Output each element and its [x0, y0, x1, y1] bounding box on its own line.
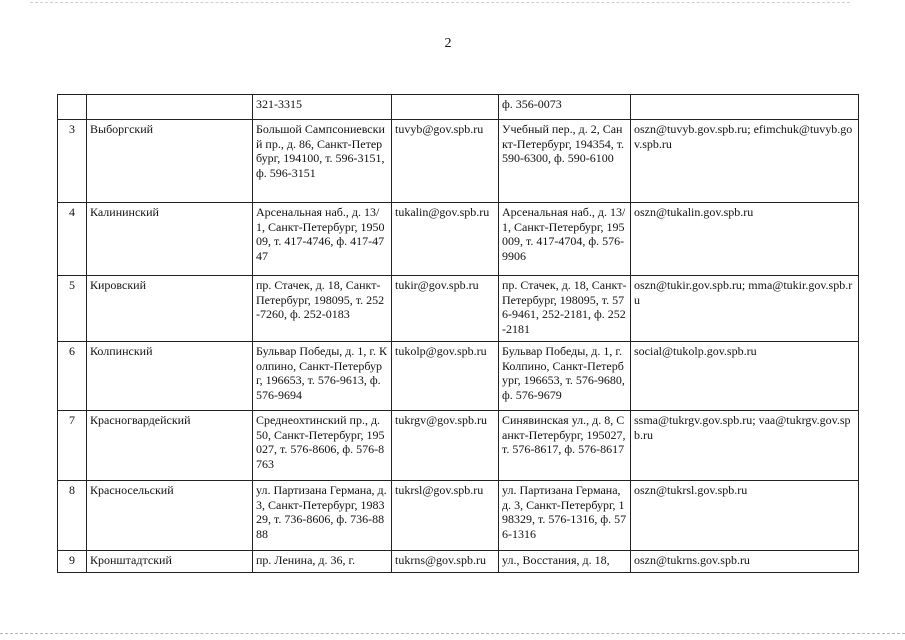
office-address: Большой Сампсониевский пр., д. 86, Санкт-Петербург, 194100, т. 596-3151, ф. 596-3151	[253, 120, 392, 203]
social-dept-address: пр. Стачек, д. 18, Санкт-Петербург, 198095, т. 576-9461, 252-2181, ф. 252-2181	[499, 276, 631, 342]
row-number: 9	[58, 551, 87, 573]
table-row	[58, 342, 859, 411]
row-number: 6	[58, 342, 87, 411]
district-name: Кировский	[87, 276, 253, 342]
office-email: tukrsl@gov.spb.ru	[392, 481, 499, 551]
social-dept-address: ул., Восстания, д. 18,	[499, 551, 631, 573]
social-dept-address: Бульвар Победы, д. 1, г. Колпино, Санкт-Петербург, 196653, т. 576-9680, ф. 576-9679	[499, 342, 631, 411]
page-number: 2	[444, 36, 452, 51]
social-dept-emails: oszn@tuvyb.gov.spb.ru; efimchuk@tuvyb.gov.spb.ru	[631, 120, 859, 203]
row-number: 3	[58, 120, 87, 203]
office-email: tuvyb@gov.spb.ru	[392, 120, 499, 203]
table-row	[58, 276, 859, 342]
office-address: пр. Стачек, д. 18, Санкт-Петербург, 198095, т. 252-7260, ф. 252-0183	[253, 276, 392, 342]
social-dept-emails: ssma@tukrgv.gov.spb.ru; vaa@tukrgv.gov.spb.ru	[631, 411, 859, 481]
district-name	[87, 95, 253, 120]
office-address: Бульвар Победы, д. 1, г. Колпино, Санкт-Петербург, 196653, т. 576-9613, ф. 576-9694	[253, 342, 392, 411]
table-row	[58, 203, 859, 276]
district-name: Выборгский	[87, 120, 253, 203]
office-email: tukir@gov.spb.ru	[392, 276, 499, 342]
social-dept-emails: oszn@tukir.gov.spb.ru; mma@tukir.gov.spb.ru	[631, 276, 859, 342]
scan-edge-top	[30, 2, 850, 4]
office-address: Арсенальная наб., д. 13/1, Санкт-Петербург, 195009, т. 417-4746, ф. 417-4747	[253, 203, 392, 276]
office-email	[392, 95, 499, 120]
row-number: 5	[58, 276, 87, 342]
row-number: 7	[58, 411, 87, 481]
social-dept-address: Учебный пер., д. 2, Санкт-Петербург, 194354, т. 590-6300, ф. 590-6100	[499, 120, 631, 203]
social-dept-address: Синявинская ул., д. 8, Санкт-Петербург, 195027, т. 576-8617, ф. 576-8617	[499, 411, 631, 481]
table-row	[58, 481, 859, 551]
district-name: Колпинский	[87, 342, 253, 411]
office-email: tukrns@gov.spb.ru	[392, 551, 499, 573]
scan-edge-bottom	[0, 633, 905, 635]
office-address: Среднеохтинский пр., д. 50, Санкт-Петербург, 195027, т. 576-8606, ф. 576-8763	[253, 411, 392, 481]
district-name: Калининский	[87, 203, 253, 276]
row-number: 4	[58, 203, 87, 276]
table-row	[58, 120, 859, 203]
social-dept-emails: oszn@tukalin.gov.spb.ru	[631, 203, 859, 276]
district-name: Кронштадтский	[87, 551, 253, 573]
office-email: tukalin@gov.spb.ru	[392, 203, 499, 276]
row-number	[58, 95, 87, 120]
office-email: tukolp@gov.spb.ru	[392, 342, 499, 411]
office-address: 321-3315	[253, 95, 392, 120]
social-dept-emails: social@tukolp.gov.spb.ru	[631, 342, 859, 411]
table-row	[58, 551, 859, 573]
row-number: 8	[58, 481, 87, 551]
office-address: ул. Партизана Германа, д. 3, Санкт-Петербург, 198329, т. 736-8606, ф. 736-8888	[253, 481, 392, 551]
office-address: пр. Ленина, д. 36, г.	[253, 551, 392, 573]
table-row	[58, 411, 859, 481]
district-contacts-table	[57, 94, 859, 573]
social-dept-address: ул. Партизана Германа, д. 3, Санкт-Петербург, 198329, т. 576-1316, ф. 576-1316	[499, 481, 631, 551]
social-dept-address: Арсенальная наб., д. 13/1, Санкт-Петербург, 195009, т. 417-4704, ф. 576-9906	[499, 203, 631, 276]
social-dept-address: ф. 356-0073	[499, 95, 631, 120]
social-dept-emails: oszn@tukrsl.gov.spb.ru	[631, 481, 859, 551]
office-email: tukrgv@gov.spb.ru	[392, 411, 499, 481]
social-dept-emails	[631, 95, 859, 120]
district-name: Красногвардейский	[87, 411, 253, 481]
district-name: Красносельский	[87, 481, 253, 551]
social-dept-emails: oszn@tukrns.gov.spb.ru	[631, 551, 859, 573]
table-row	[58, 95, 859, 120]
